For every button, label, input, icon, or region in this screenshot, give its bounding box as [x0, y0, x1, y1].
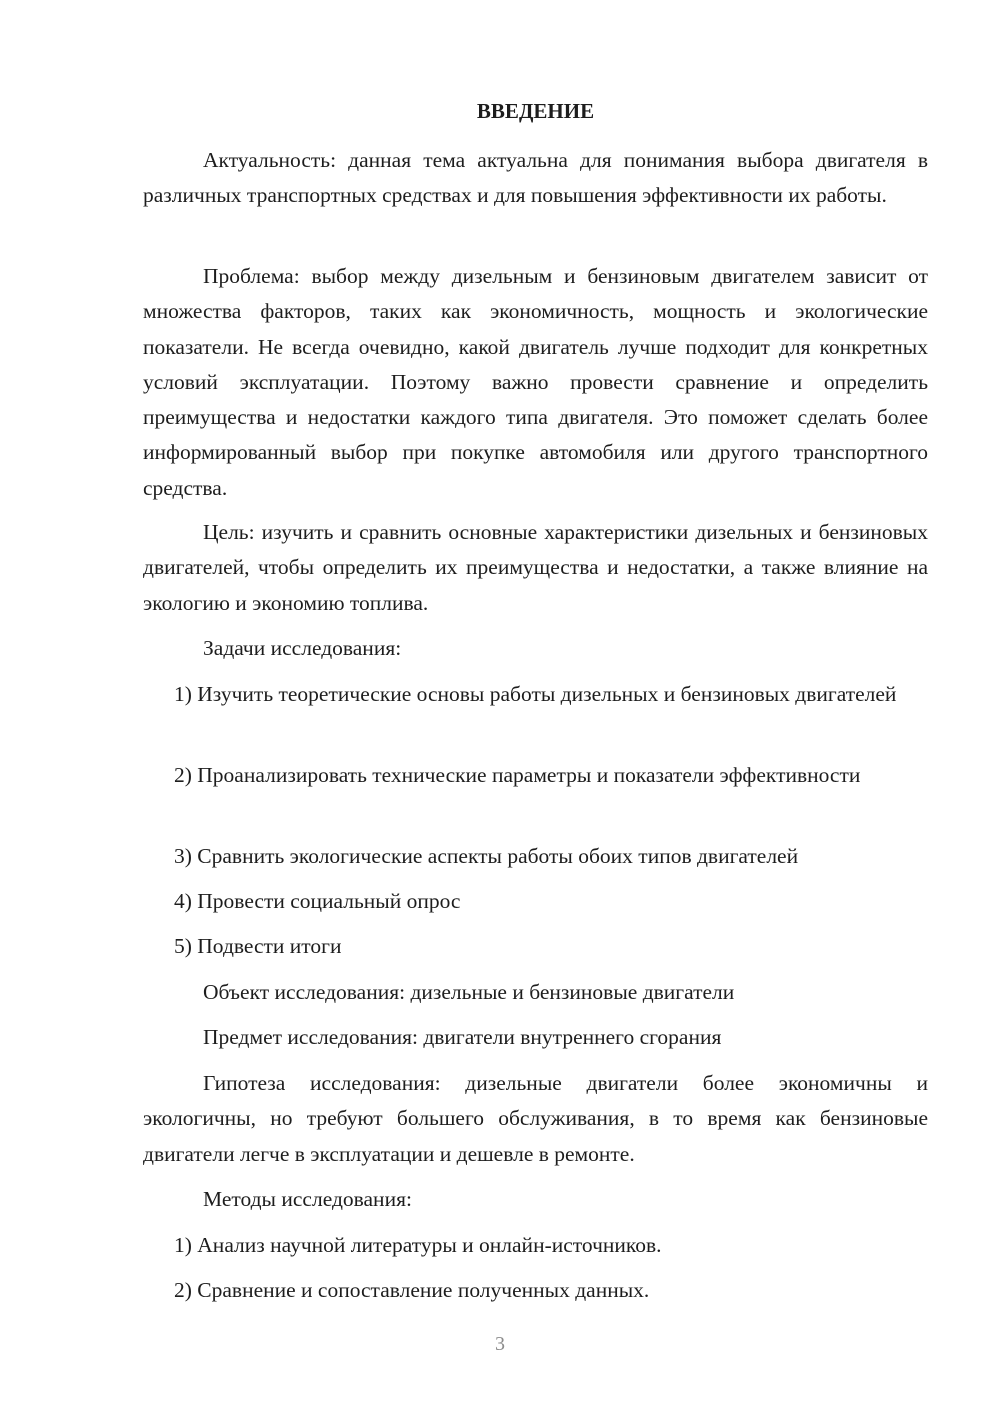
task-item-2: 2) Проанализировать технические параметры и показатели эффективности: [174, 763, 861, 787]
relevance-paragraph: Актуальность: данная тема актуальна для понимания выбора двигателя в различных транспортных средствах и для повышения эффективности их работы.: [143, 148, 928, 208]
page-title: ВВЕДЕНИЕ: [476, 99, 595, 123]
problem-paragraph: Проблема: выбор между дизельным и бензиновым двигателем зависит от множества факторов, таких как экономичность, мощность и экологические показатели. Не всегда очевидно, какой двигатель лучше подходит для конкретных условий эксплуатации. Поэтому важно провести сравнение и определить преимущества и недостатки каждого типа двигателя. Это поможет сделать более информированный выбор при покупке автомобиля или другого транспортного средства.: [143, 264, 928, 500]
method-item-2: 2) Сравнение и сопоставление полученных данных.: [174, 1278, 650, 1302]
task-item-3: 3) Сравнить экологические аспекты работы обоих типов двигателей: [174, 844, 799, 868]
subject-paragraph: Предмет исследования: двигатели внутреннего сгорания: [203, 1025, 722, 1049]
tasks-heading: Задачи исследования:: [203, 636, 402, 660]
task-item-1: 1) Изучить теоретические основы работы дизельных и бензиновых двигателей: [174, 682, 897, 706]
methods-heading: Методы исследования:: [203, 1187, 412, 1211]
object-paragraph: Объект исследования: дизельные и бензиновые двигатели: [203, 980, 735, 1004]
task-item-4: 4) Провести социальный опрос: [174, 889, 461, 913]
hypothesis-paragraph: Гипотеза исследования: дизельные двигатели более экономичны и экологичны, но требуют большего обслуживания, в то время как бензиновые двигатели легче в эксплуатации и дешевле в ремонте.: [143, 1071, 928, 1166]
method-item-1: 1) Анализ научной литературы и онлайн-источников.: [174, 1233, 662, 1257]
page-number: 3: [495, 1333, 505, 1355]
goal-paragraph: Цель: изучить и сравнить основные характеристики дизельных и бензиновых двигателей, чтобы определить их преимущества и недостатки, а также влияние на экологию и экономию топлива.: [143, 520, 928, 615]
task-item-5: 5) Подвести итоги: [174, 934, 342, 958]
